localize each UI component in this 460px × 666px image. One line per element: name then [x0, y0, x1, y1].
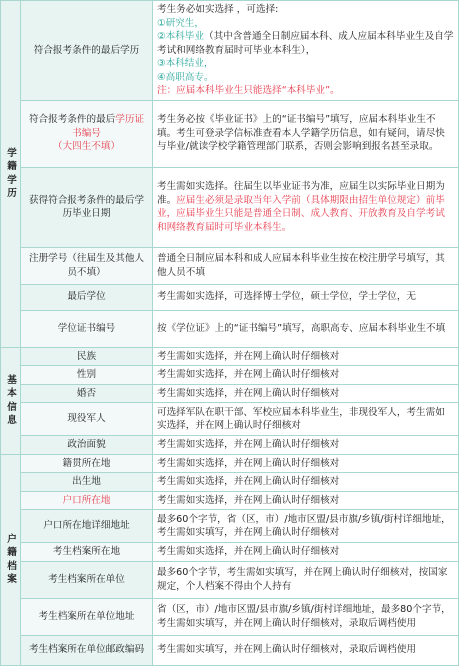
table-row: [1, 491, 459, 510]
table-row: [1, 247, 459, 284]
table-row: [1, 561, 459, 598]
table-row: [1, 1, 459, 101]
table-row: [1, 167, 459, 247]
field-description: 按《学位证》上的“证书编号”填写，高职高专、应届本科毕业生不填: [153, 310, 459, 347]
field-description: 考生需如实选择，并在网上确认时仔细核对: [153, 384, 459, 403]
field-label: 考生档案所在单位邮政编码: [21, 635, 153, 665]
field-label: 注册学号（往届生及其他人员不填）: [21, 247, 153, 284]
field-description: 考生需如实选择，并在网上确认时仔细核对: [153, 491, 459, 510]
field-label: 婚否: [21, 384, 153, 403]
field-label: 政治面貌: [21, 436, 153, 455]
table-row: [1, 436, 459, 455]
field-description: 省（区，市）/地市区盟/县市旗/乡镇/街村详细地址，最多80个字节，考生需如实填写，并在网上确认时仔细核对，录取后调档使用: [153, 598, 459, 635]
field-label: 学位证书编号: [21, 310, 153, 347]
section-basic-info: 基本信息: [1, 347, 21, 454]
field-description: 考生需如实选择，可选择博士学位，硕士学位，学士学位，无: [153, 284, 459, 310]
field-description: 考生需如实选择，并在网上确认时仔细核对: [153, 543, 459, 562]
field-label: 籍贯所在地: [21, 454, 153, 473]
table-row: [1, 473, 459, 492]
field-description: 最多60个字节，考生需如实填写，并在网上确认时仔细核对，按国家规定，个人档案不得由个人持有: [153, 561, 459, 598]
field-label: 最后学位: [21, 284, 153, 310]
table-row: [1, 403, 459, 436]
section-household-archive: 户籍档案: [1, 454, 21, 665]
field-label: 户口所在地详细地址: [21, 510, 153, 543]
table-row: [1, 510, 459, 543]
field-description: 可选择军队在职干部、军校应届本科毕业生，非现役军人，考生需如实选择，并在网上确认时仔细核对: [153, 403, 459, 436]
table-row: [1, 347, 459, 366]
field-label: 获得符合报考条件的最后学历毕业日期: [21, 167, 153, 247]
table-row: [1, 454, 459, 473]
field-label: 现役军人: [21, 403, 153, 436]
field-label: 考生档案所在单位: [21, 561, 153, 598]
field-description: 考生需如实选择，并在网上确认时仔细核对: [153, 473, 459, 492]
field-description: 考生务必如实选择 ，可选择: ①研究生， ②本科毕业（其中含普通全日制应届本科、成人应届本科毕业生及自学考试和网络教育届时可毕业本科生）， ③本科结业， ④高职高专。 注：应届本科毕业生只能选择“本科毕业”。: [153, 1, 459, 101]
table-row: [1, 100, 459, 167]
table-row: [1, 384, 459, 403]
table-row: [1, 635, 459, 665]
table-row: [1, 598, 459, 635]
note-text: 注：应届本科毕业生只能选择“本科毕业”。: [157, 85, 340, 96]
table-row: [1, 310, 459, 347]
field-description: 考生需如实选择，并在网上确认时仔细核对: [153, 454, 459, 473]
table-row: [1, 543, 459, 562]
field-description: 考生需如实填写，并在网上确认时仔细核对，录取后调档使用: [153, 635, 459, 665]
field-description: 最多60个字节，省（区，市）/地市区盟/县市旗/乡镇/街村详细地址，考生需如实填写，并在网上确认时仔细核对: [153, 510, 459, 543]
field-label: 性别: [21, 366, 153, 385]
table-row: [1, 366, 459, 385]
field-description: 普通全日制应届本科和成人应届本科毕业生按在校注册学号填写，其他人员不填: [153, 247, 459, 284]
field-description: 考生需如实选择，并在网上确认时仔细核对: [153, 347, 459, 366]
field-label: 考生档案所在地: [21, 543, 153, 562]
field-label: 民族: [21, 347, 153, 366]
field-description: 考生需如实选择，并在网上确认时仔细核对: [153, 436, 459, 455]
field-description: 考生需如实选择。往届生以毕业证书为准，应届生以实际毕业日期为准。应届生必须是录取当年入学前（具体期限由招生单位规定）前毕业，应届毕业生只能是普通全日制、成人教育、开放教育及自学考试和网络教育届时可毕业本科生。: [153, 167, 459, 247]
field-description: 考生需如实选择，并在网上确认时仔细核对: [153, 366, 459, 385]
table-row: [1, 284, 459, 310]
field-description: 考生务必按《毕业证书》上的“证书编号”填写，应届本科毕业生不填。考生可登录学信标准查看本人学籍学历信息，如有疑问，请尽快与毕业/就读学校学籍管理部门联系，否则会影响到报名甚至录取。: [153, 100, 459, 167]
field-label: 符合报考条件的最后学历: [21, 1, 153, 101]
field-label: 户口所在地: [21, 491, 153, 510]
field-label: 出生地: [21, 473, 153, 492]
section-education: 学籍学历: [1, 1, 21, 348]
field-label: 符合报考条件的最后学历证书编号 （大四生不填）: [21, 100, 153, 167]
field-label: 考生档案所在单位地址: [21, 598, 153, 635]
